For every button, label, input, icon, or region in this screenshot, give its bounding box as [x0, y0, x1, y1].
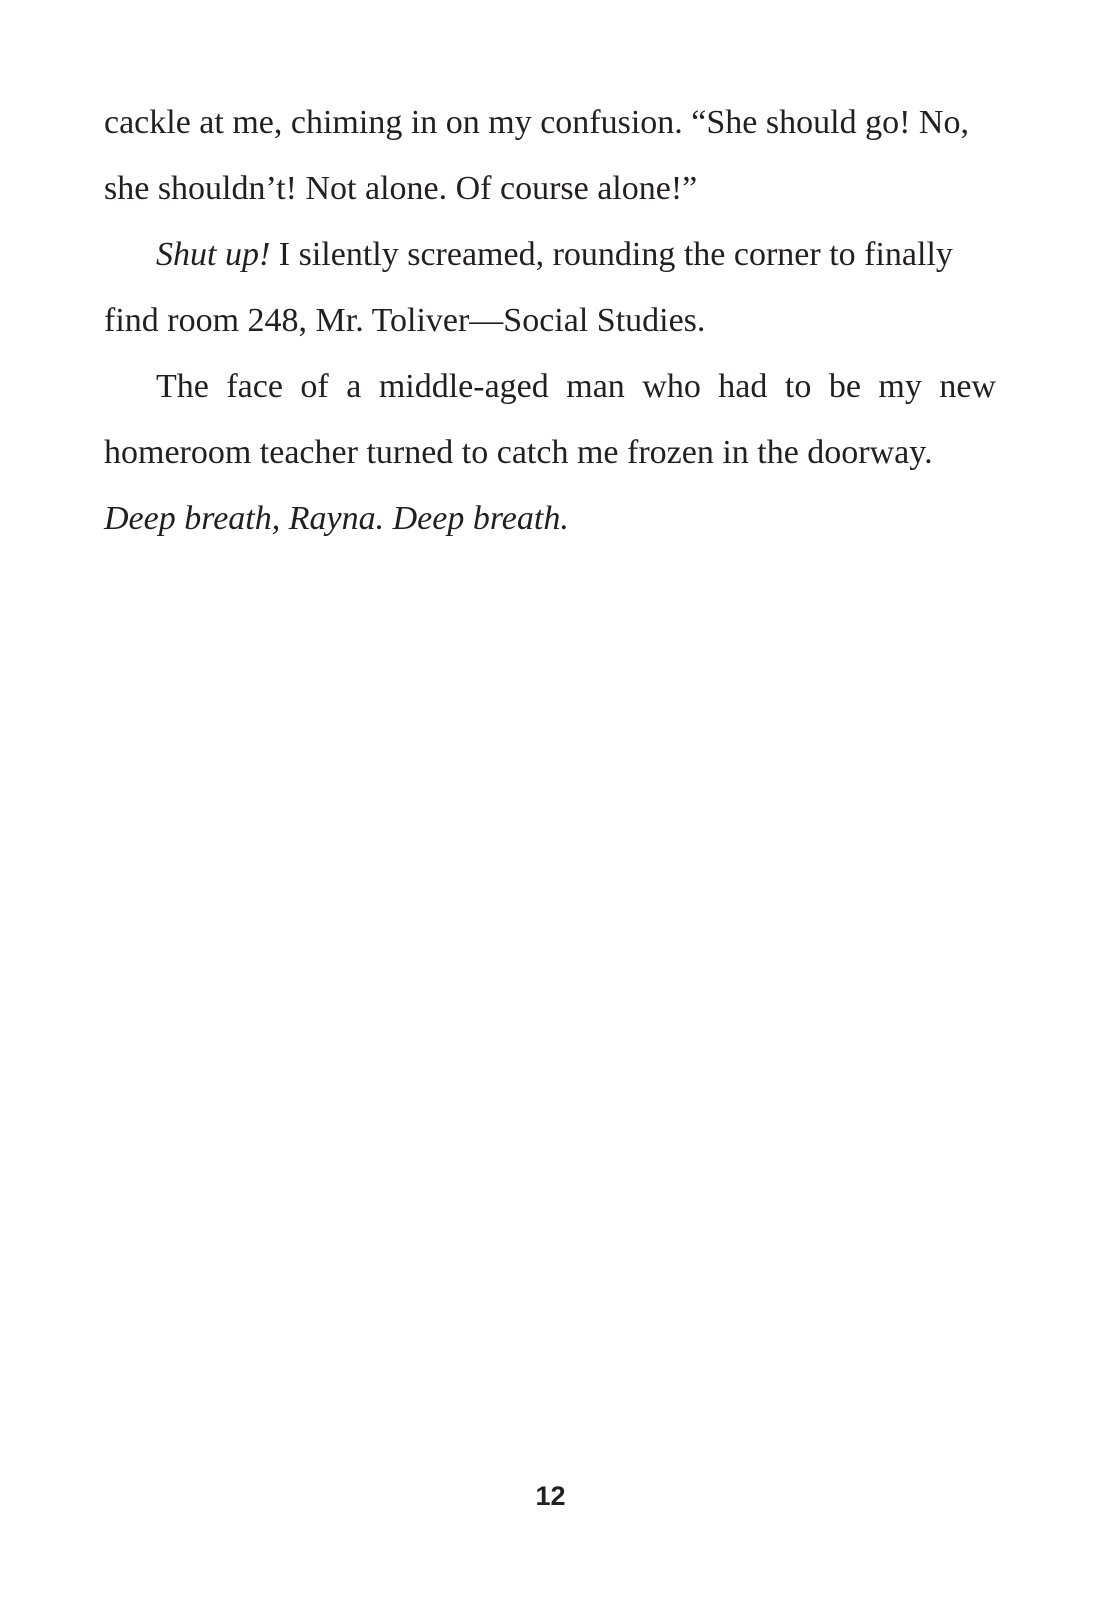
- paragraph-3: [104, 354, 996, 552]
- paragraph-2-italic-lead: Shut up!: [156, 236, 271, 273]
- paragraph-1-line-2: she shouldn’t! Not alone. Of course alone!”: [104, 170, 698, 207]
- paragraph-2-line-2: find room 248, Mr. Toliver—Social Studies.: [104, 302, 706, 339]
- paragraph-2: [104, 222, 996, 354]
- page-number: 12: [535, 1481, 566, 1511]
- paragraph-1: [104, 90, 996, 222]
- paragraph-3-line-2: homeroom teacher turned to catch me frozen in the doorway.: [104, 434, 933, 471]
- paragraph-1-line-1: cackle at me, chiming in on my confusion. “She should go! No,: [104, 104, 969, 141]
- paragraph-2-line-1-rest: I silently screamed, rounding the corner to finally: [270, 236, 953, 273]
- paragraph-3-italic-line-3: Deep breath, Rayna. Deep breath.: [104, 500, 569, 537]
- body-text: [104, 90, 996, 552]
- paragraph-3-line-1: The face of a middle-aged man who had to be my new: [156, 368, 996, 405]
